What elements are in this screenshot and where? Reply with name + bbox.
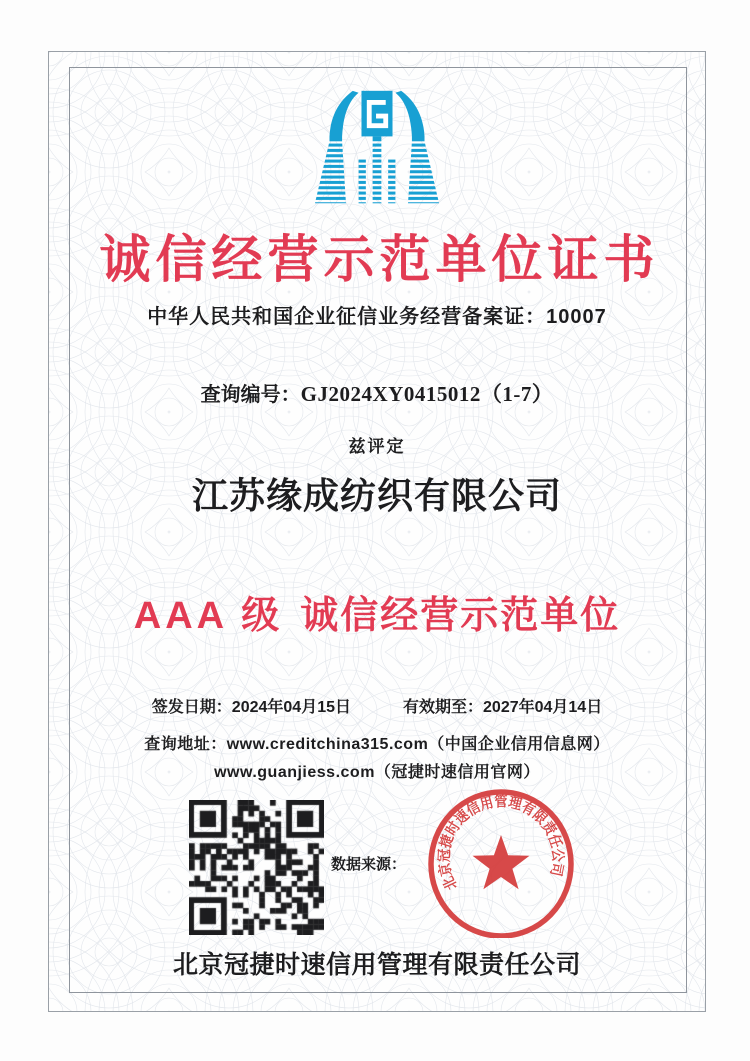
query-address-line-1 (49, 731, 705, 754)
query-address-line-2 (49, 759, 705, 782)
brand-logo-icon (313, 90, 441, 208)
company-name: 江苏缘成纺织有限公司 (191, 476, 562, 516)
data-source-label: 数据来源： (331, 857, 407, 873)
company-seal (426, 788, 576, 938)
issue-date (152, 694, 351, 717)
query-number-line (49, 378, 705, 408)
query-url-2: www.guanjiess.com（冠捷时速信用官网） (214, 764, 540, 781)
query-number-value: GJ2024XY0415012（1-7） (300, 382, 554, 406)
valid-until (403, 694, 602, 717)
seal-arc-text: 北京冠捷时速信用管理有限责任公司 (436, 794, 566, 893)
issue-date-value: 2024年04月15日 (231, 699, 351, 716)
valid-until-value: 2027年04月14日 (483, 699, 603, 716)
hereby-text: 兹评定 (348, 437, 406, 456)
rating-grade: AAA 级 (133, 595, 284, 637)
qr-code (189, 800, 324, 935)
seal-star-icon (473, 835, 530, 889)
certificate-sheet (48, 51, 706, 1012)
valid-until-label: 有效期至： (403, 699, 484, 716)
query-address-label: 查询地址： (144, 736, 227, 753)
query-url-1: www.creditchina315.com（中国企业信用信息网） (226, 736, 610, 753)
rating-line (49, 584, 705, 639)
filing-number-line: 中华人民共和国企业征信业务经营备案证：10007 (147, 306, 607, 328)
issue-date-label: 签发日期： (151, 699, 232, 716)
dates-line (49, 694, 705, 717)
issuer-name: 北京冠捷时速信用管理有限责任公司 (172, 951, 581, 979)
query-number-label: 查询编号： (200, 384, 301, 406)
certificate-content (49, 52, 705, 1011)
rating-title: 诚信经营示范单位 (300, 595, 621, 637)
certificate-title: 诚信经营示范单位证书 (99, 231, 660, 288)
